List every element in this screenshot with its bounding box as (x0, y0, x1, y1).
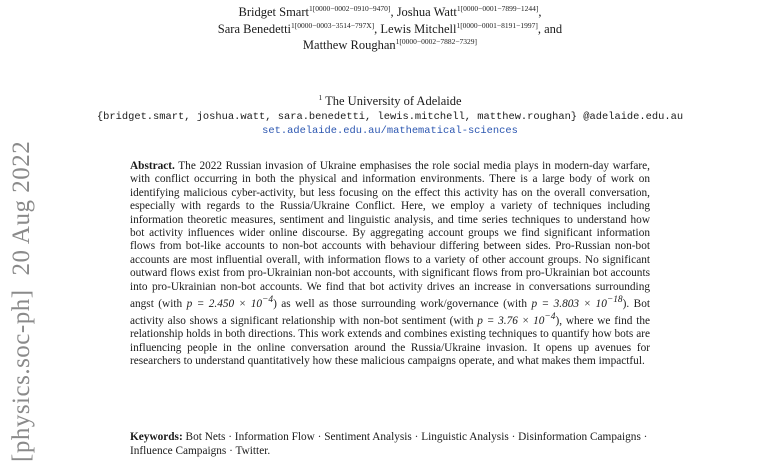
arxiv-category: [physics.soc-ph] (8, 289, 35, 462)
author: Matthew Roughan$^{1[0000-0002-7882-7329]}$ (302, 37, 478, 52)
author-emails: {bridget.smart, joshua.watt, sara.benedetti, lewis.mitchell, matthew.roughan} @adelaide.edu.au (96, 111, 684, 123)
abstract: Abstract. The 2022 Russian invasion of Ukraine emphasises the role social media plays in modern-day warfare, with conflict occurring in both the physical and information environments. There is a large body of work on identifying malicious cyber-activity, but less focusing on the effect this activity has on the overall conversation, especially with regards to the Russia/Ukraine Conflict. Here, we employ a variety of techniques including information theoretic measures, sentiment and linguistic analysis, and time series techniques to understand how bot activity influences wider online discourse. By aggregating account groups we find significant information flows from bot-like accounts to non-bot accounts with behaviour differing between sides. Pro-Russian non-bot accounts are most influential overall, with information flows to a variety of other account groups. No significant outward flows exist from pro-Ukrainian non-bot accounts, with significant flows from pro-Ukrainian bot accounts into pro-Ukrainian non-bot accounts. We find that bot activity drives an increase in conversations surrounding angst (with $p = 2.450 \times 10^{-4}$) as well as those surrounding work/governance (with $p = 3.803 \times 10^{-18}$). Bot activity also shows a significant relationship with non-bot sentiment (with $p = 3.76 \times 10^{-4}$), where we find the relationship holds in both directions. This work extends and combines existing techniques to quantify how bots are influencing people in the online conversation around the Russia/Ukraine invasion. It opens up avenues for researchers to understand quantitatively how these malicious campaigns operate, and what makes them impactful. (130, 160, 651, 368)
p-value: $p = 3.803 \times 10^{-18}$ (531, 295, 623, 310)
p-value: $p = 3.76 \times 10^{-4}$ (477, 312, 556, 327)
author: Joshua Watt$^{1[0000-0001-7899-1244]}$ (396, 4, 539, 19)
keywords (130, 430, 650, 458)
keywords-label: Keywords: (130, 431, 183, 443)
author-list: Bridget Smart$^{1[0000-0002-0910-9470]}$, Joshua Watt$^{1[0000-0001-7899-1244]}$, Sara Benedetti$^{1[0000-0003-3514-797X]}$, Lewis Mitchell$^{1[0000-0001-8191-1997]}$, and Matthew Roughan$^{1[0000-0002-7882-7329]}$ (217, 4, 563, 52)
author: Lewis Mitchell$^{1[0000-0001-8191-1997]}$ (380, 20, 538, 36)
institution-link[interactable]: set.adelaide.edu.au/mathematical-sciences (262, 125, 518, 137)
keywords-list: Bot Nets · Information Flow · Sentiment Analysis · Linguistic Analysis · Disinformation Campaigns · Influence Campaigns · Twitter. (130, 431, 648, 457)
arxiv-stamp (8, 141, 36, 462)
author: Sara Benedetti$^{1[0000-0003-3514-797X]}$ (217, 20, 375, 36)
arxiv-date: 20 Aug 2022 (8, 140, 35, 276)
abstract-label: Abstract. (130, 160, 175, 172)
author: Bridget Smart$^{1[0000-0002-0910-9470]}$ (238, 4, 391, 19)
p-value: $p = 2.450 \times 10^{-4}$ (186, 295, 274, 310)
affiliation: $^1$ The University of Adelaide (318, 93, 462, 108)
